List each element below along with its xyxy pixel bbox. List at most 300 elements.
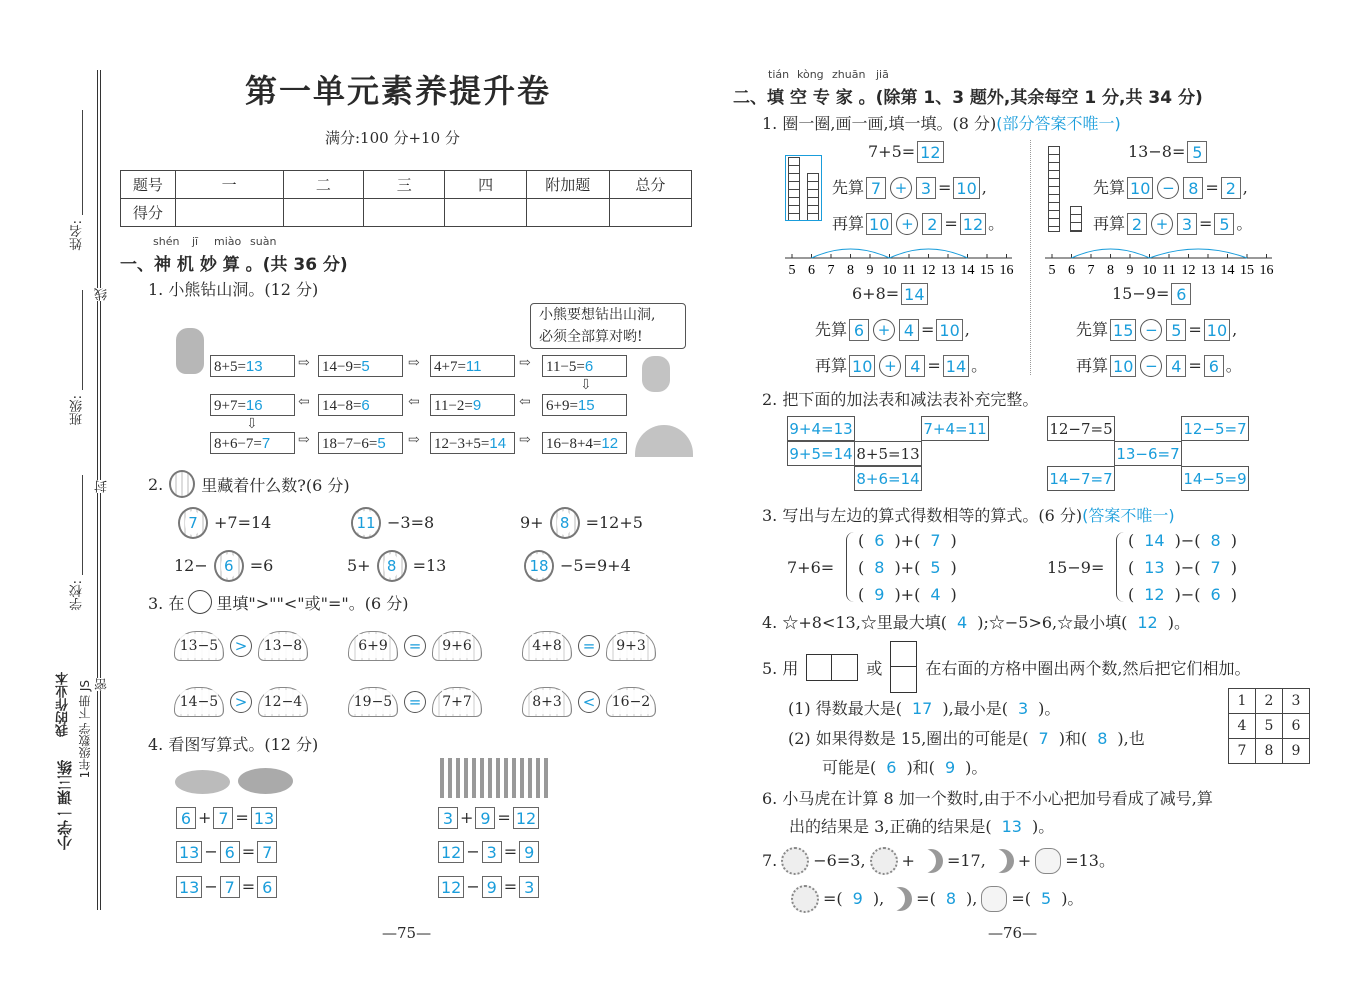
answer-box[interactable]: 6 xyxy=(849,319,869,341)
text: + xyxy=(1017,851,1032,870)
tick-label: 5 xyxy=(788,263,796,278)
maze-answer[interactable]: 13 xyxy=(245,358,263,375)
maze-cell[interactable] xyxy=(210,432,295,454)
equation-line xyxy=(852,282,930,306)
score-header: 总分 xyxy=(609,171,691,199)
table-cell[interactable]: 13−6=7 xyxy=(1114,441,1182,466)
equation-line xyxy=(170,630,312,662)
equation-line xyxy=(1112,282,1193,306)
answer-blank[interactable]: 4 xyxy=(957,613,968,632)
grid-cell[interactable]: 8 xyxy=(1256,739,1283,764)
text: )。 xyxy=(1031,817,1055,836)
answer-number[interactable]: 6 xyxy=(221,554,237,578)
operator-circle[interactable]: − xyxy=(1140,355,1162,377)
answer-blank[interactable]: 3 xyxy=(1017,699,1029,718)
answer-box[interactable]: 14 xyxy=(943,355,969,377)
left-expression: 7+6= xyxy=(787,558,835,577)
answer-box[interactable]: 4 xyxy=(1166,355,1186,377)
answer-box[interactable]: 2 xyxy=(922,213,942,235)
maze-cell[interactable] xyxy=(210,394,295,416)
text: 6+8= xyxy=(852,284,900,303)
pinyin: shén xyxy=(153,235,180,248)
table-cell[interactable]: 7+4=11 xyxy=(921,416,989,441)
maze-cell[interactable] xyxy=(542,355,627,377)
tick-label: 10 xyxy=(882,263,897,278)
horizontal-domino-icon xyxy=(806,654,858,681)
maze-answer[interactable]: 5 xyxy=(361,358,370,375)
maze-question: 4+7= xyxy=(434,359,466,375)
answer-box[interactable]: 13 xyxy=(251,807,277,829)
answer-blank[interactable]: 4 xyxy=(930,585,941,604)
grid-cell[interactable]: 4 xyxy=(1229,714,1256,739)
r-q1-label xyxy=(762,111,1121,134)
answer-box[interactable]: 8 xyxy=(1183,177,1203,199)
answer-blank[interactable]: 6 xyxy=(874,531,885,550)
text: 再算 xyxy=(815,356,848,375)
text: 5+ xyxy=(347,556,371,575)
equation-line xyxy=(858,556,957,580)
answer-box[interactable]: 3 xyxy=(1177,213,1197,235)
answer-blank[interactable]: 6 xyxy=(886,758,897,777)
shell-expression: 9+3 xyxy=(616,634,646,658)
text: ( xyxy=(1128,531,1135,550)
maze-answer[interactable]: 5 xyxy=(377,435,386,452)
text: )+( xyxy=(894,531,921,550)
answer-box[interactable]: 7 xyxy=(213,807,233,829)
answer-box[interactable]: 14 xyxy=(901,283,927,305)
moon-icon xyxy=(990,849,1014,873)
vertical-domino-icon xyxy=(890,641,917,693)
text: = xyxy=(235,808,249,827)
text: = xyxy=(503,877,518,896)
answer-blank[interactable]: 8 xyxy=(945,889,957,908)
maze-answer[interactable]: 15 xyxy=(577,397,595,414)
answer-blank[interactable]: 7 xyxy=(930,531,941,550)
answer-blank[interactable]: 8 xyxy=(1097,729,1108,748)
answer-box[interactable]: 10 xyxy=(1110,355,1136,377)
shell-icon xyxy=(522,631,572,661)
equation-line xyxy=(815,354,987,378)
score-cell[interactable] xyxy=(283,199,363,227)
arrow-icon: ⇨ xyxy=(519,355,531,371)
tick-label: 16 xyxy=(999,263,1014,278)
answer-number[interactable]: 7 xyxy=(185,511,201,535)
seal-line-text: 线 xyxy=(95,288,110,301)
text: 6. 小马虎在计算 8 加一个数时,由于不小心把加号看成了减号,算 xyxy=(762,789,1213,808)
fruit-plate-illustration xyxy=(238,768,293,794)
answer-box[interactable]: 6 xyxy=(1171,283,1191,305)
maze-question: 18−7−6= xyxy=(322,436,378,452)
answer-box[interactable]: 12 xyxy=(917,141,943,163)
shell-icon xyxy=(522,687,572,717)
name-field[interactable] xyxy=(82,110,83,215)
answer-box[interactable]: 13 xyxy=(176,876,202,898)
score-header: 一 xyxy=(175,171,283,199)
r-q3-note: (答案不唯一) xyxy=(1082,506,1175,525)
text: =12+5 xyxy=(585,513,643,532)
equation-line xyxy=(518,554,631,578)
page-title: 第一单元素养提升卷 xyxy=(245,72,552,110)
fruit-plate-illustration xyxy=(175,770,230,794)
arrow-icon: ⇦ xyxy=(298,394,310,410)
operator-circle[interactable]: = xyxy=(404,691,426,713)
maze-cell[interactable] xyxy=(430,394,515,416)
arrow-icon: ⇨ xyxy=(408,432,420,448)
sun-icon xyxy=(791,885,819,913)
grid-cell[interactable]: 9 xyxy=(1283,739,1310,764)
shell-icon xyxy=(606,631,656,661)
cube-tower-illustration xyxy=(1070,206,1082,232)
maze-cell[interactable] xyxy=(210,355,295,377)
answer-box[interactable]: 12 xyxy=(960,213,986,235)
answer-blank[interactable]: 8 xyxy=(1210,531,1221,550)
maze-answer[interactable]: 12 xyxy=(601,435,619,452)
pinyin: jiā xyxy=(876,68,889,81)
answer-blank[interactable]: 5 xyxy=(1041,889,1052,908)
table-cell[interactable]: 8+6=14 xyxy=(854,466,922,491)
score-table xyxy=(120,170,692,227)
answer-blank[interactable]: 5 xyxy=(930,558,941,577)
answer-box[interactable]: 4 xyxy=(899,319,919,341)
pinyin: kòng xyxy=(797,68,824,81)
answer-box[interactable]: 9 xyxy=(519,841,539,863)
q2-text: 里藏着什么数?(6 分) xyxy=(201,475,350,495)
watermelon-icon xyxy=(351,507,381,539)
shell-expression: 13−5 xyxy=(180,634,218,658)
text: ),最小是( xyxy=(942,699,1008,718)
equation-line xyxy=(174,554,273,578)
score-cell[interactable] xyxy=(609,199,691,227)
score-header: 附加题 xyxy=(526,171,609,199)
answer-number[interactable]: 18 xyxy=(526,554,551,578)
class-field[interactable] xyxy=(82,290,83,390)
answer-blank[interactable]: 7 xyxy=(1210,558,1221,577)
maze-answer[interactable]: 16 xyxy=(245,397,263,414)
answer-blank[interactable]: 8 xyxy=(874,558,885,577)
text: ) xyxy=(950,558,957,577)
moon-icon xyxy=(919,849,943,873)
answer-box[interactable]: 2 xyxy=(1221,177,1241,199)
answer-blank[interactable]: 13 xyxy=(1001,817,1022,836)
maze-question: 8+6−7= xyxy=(214,436,262,452)
text: (1) 得数最大是( xyxy=(788,699,902,718)
answer-blank[interactable]: 9 xyxy=(874,585,885,604)
answer-box[interactable]: 7 xyxy=(220,876,240,898)
answer-blank[interactable]: 12 xyxy=(1144,585,1165,604)
answer-blank[interactable]: 13 xyxy=(1144,558,1165,577)
answer-box[interactable]: 6 xyxy=(257,876,277,898)
text: =17, xyxy=(946,851,986,870)
maze-answer[interactable]: 14 xyxy=(489,435,507,452)
table-cell[interactable]: 9+4=13 xyxy=(787,416,855,441)
answer-blank[interactable]: 7 xyxy=(1038,729,1049,748)
operator-circle[interactable]: = xyxy=(404,635,426,657)
score-header: 三 xyxy=(364,171,445,199)
answer-box[interactable]: 2 xyxy=(1127,213,1147,235)
answer-blank[interactable]: 14 xyxy=(1144,531,1165,550)
maze-cell[interactable] xyxy=(542,432,627,454)
grid-cell[interactable]: 3 xyxy=(1283,689,1310,714)
equation-line xyxy=(174,875,279,899)
score-header: 二 xyxy=(283,171,363,199)
answer-box[interactable]: 12 xyxy=(438,841,464,863)
operator-circle[interactable]: − xyxy=(1140,319,1162,341)
score-cell[interactable] xyxy=(175,199,283,227)
maze-answer[interactable]: 9 xyxy=(472,397,482,414)
answer-box[interactable]: 12 xyxy=(438,876,464,898)
text: 。 xyxy=(1225,356,1242,375)
text: 7. xyxy=(762,851,778,870)
text: + xyxy=(198,808,212,827)
table-cell: 12−7=5 xyxy=(1047,416,1115,441)
text: = xyxy=(1205,178,1219,197)
pinyin: miào xyxy=(214,235,242,248)
tick-label: 7 xyxy=(1087,263,1095,278)
maze-cell[interactable] xyxy=(430,355,515,377)
watermelon-icon xyxy=(550,507,580,539)
answer-box[interactable]: 3 xyxy=(482,841,502,863)
tick-label: 14 xyxy=(1220,263,1235,278)
tick-label: 13 xyxy=(1201,263,1215,278)
pinyin: suàn xyxy=(250,235,277,248)
school-field[interactable] xyxy=(82,475,83,575)
answer-box[interactable]: 3 xyxy=(519,876,539,898)
answer-box[interactable]: 6 xyxy=(1204,355,1224,377)
number-line-left xyxy=(782,238,1017,280)
equation-line xyxy=(1128,583,1237,607)
maze-question: 12−3+5= xyxy=(434,436,490,452)
answer-box[interactable]: 10 xyxy=(1127,177,1153,199)
answer-box[interactable]: 10 xyxy=(1204,319,1230,341)
pinyin: zhuān xyxy=(832,68,866,81)
carrots-illustration xyxy=(440,758,550,798)
table-cell[interactable]: 12−5=7 xyxy=(1181,416,1249,441)
answer-blank[interactable]: 17 xyxy=(912,699,933,718)
table-cell[interactable]: 14−7=7 xyxy=(1047,466,1115,491)
maze-question: 16−8+4= xyxy=(546,436,602,452)
maze-cell[interactable] xyxy=(430,432,515,454)
r-q5-text-b: 或 xyxy=(866,658,883,678)
answer-box[interactable]: 10 xyxy=(866,213,892,235)
operator-circle[interactable]: − xyxy=(1157,177,1179,199)
selection-outline xyxy=(785,155,822,221)
text: = xyxy=(241,877,256,896)
shell-icon xyxy=(258,631,308,661)
answer-box[interactable]: 5 xyxy=(1166,319,1186,341)
score-header: 四 xyxy=(445,171,526,199)
arrow-icon: ⇨ xyxy=(298,355,310,371)
operator-circle[interactable]: > xyxy=(230,691,252,713)
text: = xyxy=(503,842,518,861)
text: =6 xyxy=(249,556,274,575)
maze-question: 8+5= xyxy=(214,359,246,375)
text: 再算 xyxy=(1076,356,1109,375)
score-header: 题号 xyxy=(121,171,176,199)
answer-number[interactable]: 11 xyxy=(353,511,378,535)
q4-label: 4. 看图写算式。(12 分) xyxy=(148,735,319,754)
equation-line xyxy=(822,756,987,780)
seal-mi-text: 密 xyxy=(95,678,110,691)
maze-answer[interactable]: 6 xyxy=(584,358,594,375)
answer-number[interactable]: 8 xyxy=(557,511,573,535)
shell-expression: 13−8 xyxy=(264,634,302,658)
operator-circle[interactable]: + xyxy=(873,319,895,341)
r-q3-text: 3. 写出与左边的算式得数相等的算式。(6 分) xyxy=(762,506,1083,525)
watermelon-icon xyxy=(169,470,195,498)
text: 4. ☆+8<13,☆里最大填( xyxy=(762,613,948,632)
equation-line xyxy=(868,140,946,164)
equation-line xyxy=(174,840,279,864)
text: ) xyxy=(950,585,957,604)
text: )+( xyxy=(894,558,921,577)
answer-box[interactable]: 5 xyxy=(1187,141,1207,163)
score-cell[interactable] xyxy=(445,199,526,227)
answer-box[interactable]: 9 xyxy=(475,807,495,829)
q1-label: 1. 小熊钻山洞。(12 分) xyxy=(148,280,319,299)
maze-answer[interactable]: 11 xyxy=(465,358,482,375)
school-label: 学校: xyxy=(70,580,85,611)
maze-cell[interactable] xyxy=(318,432,403,454)
operator-circle[interactable]: + xyxy=(890,177,912,199)
blank-circle-icon xyxy=(188,590,212,614)
r-q2-label: 2. 把下面的加法表和减法表补充完整。 xyxy=(762,390,1039,409)
operator-circle[interactable]: + xyxy=(1151,213,1173,235)
text: ( xyxy=(1128,558,1135,577)
tick-label: 11 xyxy=(1162,263,1176,278)
operator-circle[interactable]: < xyxy=(578,691,600,713)
text: 。 xyxy=(1236,214,1253,233)
shell-expression: 19−5 xyxy=(354,690,392,714)
r-q1-text: 1. 圈一圈,画一画,填一填。(8 分) xyxy=(762,114,997,133)
equation-line xyxy=(1076,354,1242,378)
full-score: 满分:100 分+10 分 xyxy=(325,129,460,147)
shell-icon xyxy=(606,687,656,717)
seal-feng-text: 封 xyxy=(95,480,110,493)
answer-box[interactable]: 6 xyxy=(176,807,196,829)
answer-box[interactable]: 10 xyxy=(953,177,979,199)
arrow-icon: ⇩ xyxy=(246,416,258,432)
answer-box[interactable]: 3 xyxy=(916,177,936,199)
shell-icon xyxy=(174,631,224,661)
arrow-icon: ⇩ xyxy=(580,377,592,393)
table-cell[interactable]: 14−5=9 xyxy=(1181,466,1249,491)
answer-box[interactable]: 7 xyxy=(257,841,277,863)
moon-icon xyxy=(888,887,912,911)
answer-box[interactable]: 4 xyxy=(905,355,925,377)
maze-cell[interactable] xyxy=(318,394,403,416)
arrow-icon: ⇦ xyxy=(408,394,420,410)
number-grid xyxy=(1228,688,1310,764)
text: 先算 xyxy=(815,320,848,339)
grid-cell[interactable]: 6 xyxy=(1283,714,1310,739)
answer-box[interactable]: 7 xyxy=(866,177,886,199)
maze-answer[interactable]: 6 xyxy=(361,397,370,414)
text: −5=9+4 xyxy=(560,556,631,575)
answer-box[interactable]: 6 xyxy=(220,841,240,863)
operator-circle[interactable]: + xyxy=(896,213,918,235)
star-icon xyxy=(1035,848,1061,874)
q3-label xyxy=(148,590,409,614)
answer-box[interactable]: 15 xyxy=(1110,319,1136,341)
answer-blank[interactable]: 9 xyxy=(944,758,956,777)
answer-blank[interactable]: 6 xyxy=(1210,585,1221,604)
cube-tower-illustration xyxy=(1048,146,1060,232)
shell-expression: 16−2 xyxy=(612,690,650,714)
arrow-icon: ⇨ xyxy=(408,355,420,371)
cave-illustration xyxy=(635,425,693,457)
answer-number[interactable]: 8 xyxy=(384,554,400,578)
q2-label xyxy=(148,470,350,498)
maze-answer[interactable]: 7 xyxy=(261,435,271,452)
score-cell[interactable] xyxy=(526,199,609,227)
score-cell[interactable] xyxy=(364,199,445,227)
pinyin: jī xyxy=(192,235,199,248)
answer-box[interactable]: 13 xyxy=(176,841,202,863)
page-number-left: —75— xyxy=(382,924,432,942)
answer-blank[interactable]: 9 xyxy=(852,889,863,908)
r-q5-text-c: 在右面的方格中圈出两个数,然后把它们相加。 xyxy=(925,658,1251,678)
text: ),也 xyxy=(1117,729,1145,748)
equation-line xyxy=(858,529,957,553)
maze-cell[interactable] xyxy=(542,394,627,416)
text: )−( xyxy=(1174,558,1201,577)
text: − xyxy=(466,842,480,861)
r-q5-text-a: 5. 用 xyxy=(762,658,799,678)
equation-line xyxy=(1128,556,1237,580)
answer-blank[interactable]: 12 xyxy=(1137,613,1158,632)
equation-line xyxy=(762,787,1213,811)
text: =( xyxy=(823,889,843,908)
equation-line xyxy=(347,554,446,578)
speech-bubble xyxy=(530,303,686,349)
brace-icon xyxy=(1116,532,1125,602)
maze-question: 14−8= xyxy=(322,398,362,414)
equation-line xyxy=(789,815,1054,839)
text: 12− xyxy=(174,556,208,575)
answer-box[interactable]: 5 xyxy=(1214,213,1234,235)
watermelon-icon xyxy=(178,507,208,539)
shell-icon xyxy=(348,687,398,717)
grid-cell[interactable]: 5 xyxy=(1256,714,1283,739)
answer-box[interactable]: 3 xyxy=(438,807,458,829)
text: );☆−5>6,☆最小填( xyxy=(977,613,1128,632)
maze-cell[interactable] xyxy=(318,355,403,377)
grid-cell[interactable]: 7 xyxy=(1229,739,1256,764)
tick-label: 6 xyxy=(808,263,815,278)
text: − xyxy=(466,877,480,896)
grid-cell[interactable]: 2 xyxy=(1256,689,1283,714)
brace-icon xyxy=(846,532,855,602)
answer-box[interactable]: 9 xyxy=(482,876,502,898)
tick-label: 9 xyxy=(866,263,874,278)
answer-box[interactable]: 10 xyxy=(936,319,962,341)
equation-line xyxy=(518,630,660,662)
tick-label: 14 xyxy=(960,263,975,278)
equation-line xyxy=(172,511,271,535)
equation-line xyxy=(815,318,970,342)
r-q3-label xyxy=(762,503,1175,526)
operator-circle[interactable]: > xyxy=(230,635,252,657)
text: , xyxy=(964,320,970,339)
answer-box[interactable]: 10 xyxy=(849,355,875,377)
equation-line xyxy=(832,176,987,200)
operator-circle[interactable]: = xyxy=(578,635,600,657)
grid-cell[interactable]: 1 xyxy=(1229,689,1256,714)
text: ( xyxy=(858,531,865,550)
operator-circle[interactable]: + xyxy=(879,355,901,377)
table-cell[interactable]: 9+5=14 xyxy=(787,441,855,466)
answer-box[interactable]: 12 xyxy=(513,807,539,829)
